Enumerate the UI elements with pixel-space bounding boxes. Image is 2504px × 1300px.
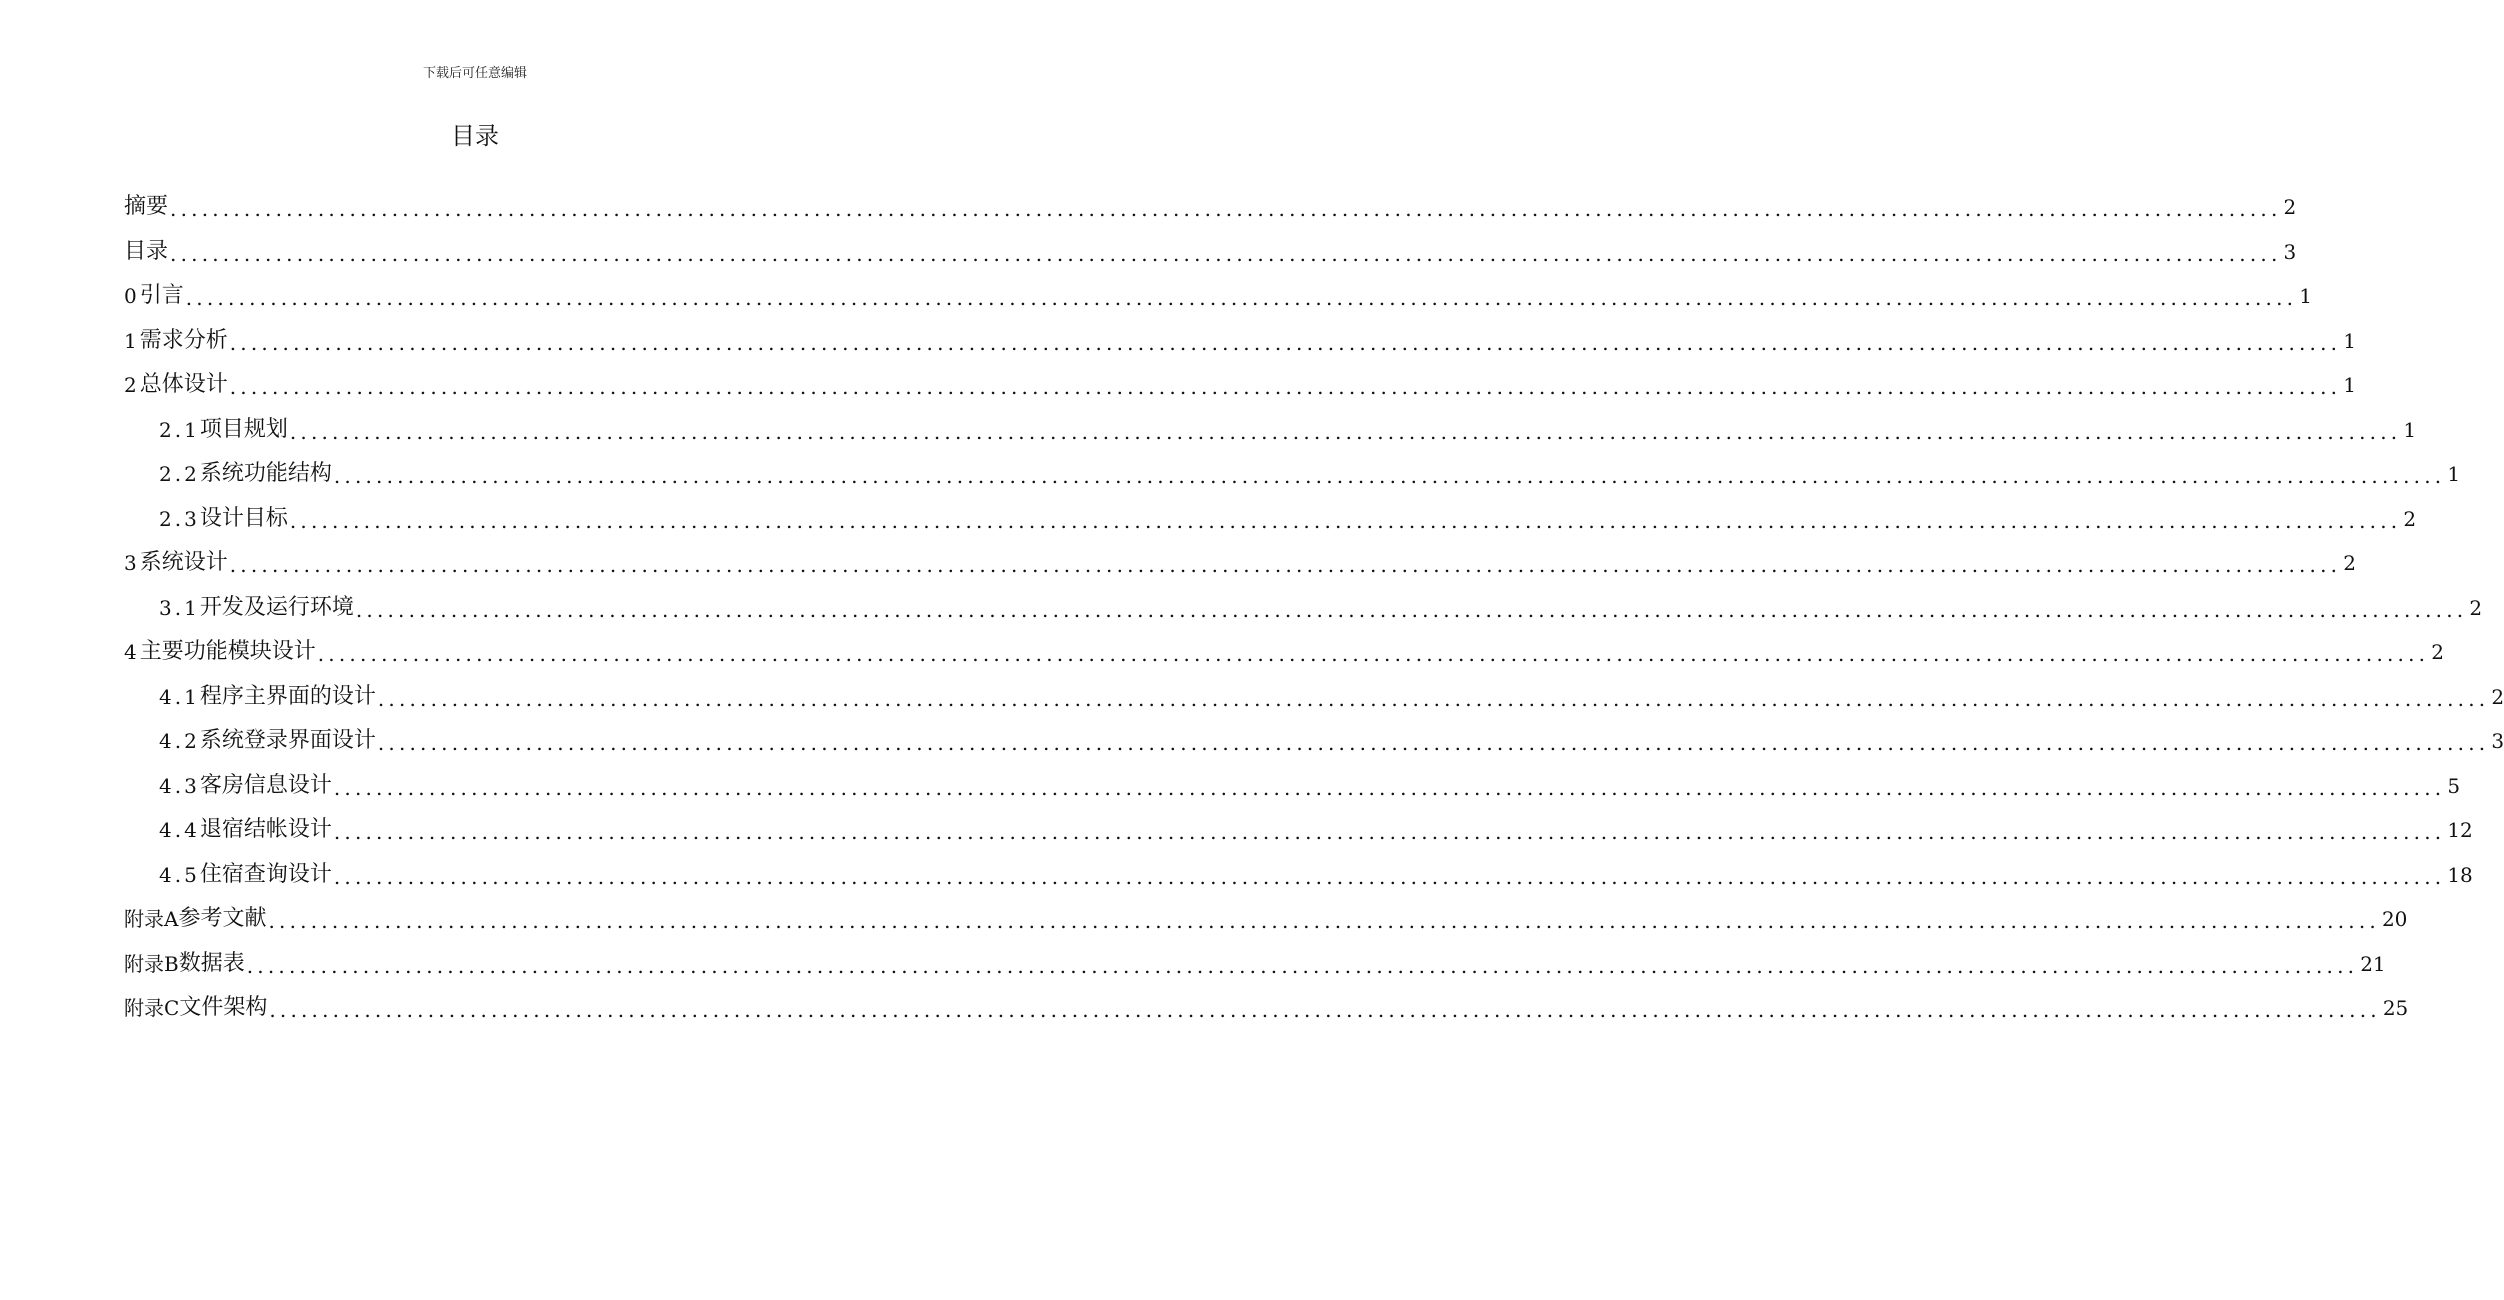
toc-entry[interactable] bbox=[124, 942, 2386, 987]
toc-entry-label: 参考文献 bbox=[178, 906, 267, 932]
toc-entry-page: 2 bbox=[2491, 684, 2504, 709]
toc-entry-page: 5 bbox=[2447, 773, 2461, 798]
dot-leader: ........................................................................................................................................................................................................ bbox=[333, 775, 2446, 800]
toc-entry-label: 设计目标 bbox=[199, 505, 288, 531]
toc-entry-label: 主要功能模块设计 bbox=[139, 639, 316, 665]
toc-entry-number: 2 bbox=[124, 373, 140, 398]
toc-entry[interactable] bbox=[124, 497, 2417, 542]
toc-entry-label: 引言 bbox=[139, 283, 184, 309]
toc-entry-page: 1 bbox=[2299, 284, 2312, 309]
toc-entry-page: 20 bbox=[2381, 907, 2408, 932]
toc-entry-number: 附录A bbox=[124, 907, 179, 932]
dot-leader: ........................................................................................................................................................................................................ bbox=[229, 330, 2342, 355]
toc-entry[interactable] bbox=[124, 897, 2408, 942]
toc-entry-number: 2.1 bbox=[159, 417, 200, 442]
toc-entry-label: 系统设计 bbox=[139, 550, 228, 576]
toc-entry[interactable] bbox=[124, 675, 2504, 720]
toc-entry-number: 4.3 bbox=[159, 773, 200, 798]
toc-entry[interactable] bbox=[124, 719, 2504, 764]
toc-entry-number: 4.1 bbox=[159, 684, 200, 709]
toc-entry-label: 住宿查询设计 bbox=[199, 861, 332, 887]
toc-entry-label: 数据表 bbox=[178, 950, 245, 976]
toc-entry-label: 程序主界面的设计 bbox=[199, 683, 376, 709]
dot-leader: ........................................................................................................................................................................................................ bbox=[170, 197, 2282, 222]
toc-entry[interactable] bbox=[124, 630, 2444, 675]
dot-leader: ........................................................................................................................................................................................................ bbox=[229, 375, 2342, 400]
toc-entry-page: 1 bbox=[2403, 417, 2417, 442]
table-of-contents bbox=[124, 185, 2504, 1031]
toc-entry-number: 附录B bbox=[124, 951, 179, 976]
toc-entry[interactable] bbox=[124, 986, 2409, 1031]
dot-leader: ........................................................................................................................................................................................................ bbox=[268, 909, 2380, 934]
dot-leader: ........................................................................................................................................................................................................ bbox=[289, 419, 2402, 444]
toc-entry-label: 退宿结帐设计 bbox=[199, 817, 332, 843]
toc-entry-page: 1 bbox=[2343, 373, 2356, 398]
toc-entry-number: 4.2 bbox=[159, 729, 200, 754]
toc-entry[interactable] bbox=[124, 230, 2297, 275]
toc-entry-label: 开发及运行环境 bbox=[199, 594, 354, 620]
toc-entry-number: 4.5 bbox=[159, 862, 200, 887]
dot-leader: ........................................................................................................................................................................................................ bbox=[229, 553, 2342, 578]
toc-entry-number: 附录C bbox=[124, 996, 180, 1021]
toc-entry-label: 文件架构 bbox=[179, 995, 268, 1021]
toc-entry-label: 目录 bbox=[124, 238, 169, 264]
toc-entry-label: 系统登录界面设计 bbox=[199, 728, 376, 754]
toc-entry-number: 3.1 bbox=[159, 595, 200, 620]
dot-leader: ........................................................................................................................................................................................................ bbox=[170, 241, 2282, 266]
toc-entry[interactable] bbox=[124, 452, 2461, 497]
toc-entry-label: 摘要 bbox=[124, 194, 169, 220]
toc-entry-label: 总体设计 bbox=[139, 372, 228, 398]
toc-entry-number: 4 bbox=[124, 640, 140, 665]
toc-entry-page: 1 bbox=[2447, 462, 2461, 487]
toc-entry[interactable] bbox=[124, 586, 2483, 631]
toc-entry[interactable] bbox=[124, 808, 2473, 853]
toc-entry-page: 1 bbox=[2343, 328, 2356, 353]
toc-entry[interactable] bbox=[124, 853, 2473, 898]
dot-leader: ........................................................................................................................................................................................................ bbox=[185, 286, 2298, 311]
dot-leader: ........................................................................................................................................................................................................ bbox=[289, 508, 2402, 533]
toc-entry-number: 2.3 bbox=[159, 506, 200, 531]
toc-entry-label: 客房信息设计 bbox=[199, 772, 332, 798]
dot-leader: ........................................................................................................................................................................................................ bbox=[333, 864, 2446, 889]
dot-leader: ........................................................................................................................................................................................................ bbox=[269, 998, 2381, 1023]
toc-entry-number: 3 bbox=[124, 551, 140, 576]
toc-entry-page: 25 bbox=[2382, 996, 2409, 1021]
toc-entry-number: 0 bbox=[124, 284, 140, 309]
dot-leader: ........................................................................................................................................................................................................ bbox=[355, 597, 2468, 622]
dot-leader: ........................................................................................................................................................................................................ bbox=[333, 820, 2446, 845]
header-note: 下载后可任意编辑 bbox=[422, 66, 527, 81]
toc-entry-page: 3 bbox=[2283, 239, 2297, 264]
toc-entry-page: 2 bbox=[2469, 595, 2483, 620]
toc-entry-page: 2 bbox=[2343, 551, 2356, 576]
page-title: 目录 bbox=[451, 122, 499, 150]
toc-entry[interactable] bbox=[124, 185, 2297, 230]
toc-entry[interactable] bbox=[124, 408, 2417, 453]
toc-entry-page: 3 bbox=[2491, 729, 2504, 754]
toc-entry-page: 2 bbox=[2431, 640, 2444, 665]
toc-entry-label: 系统功能结构 bbox=[199, 461, 332, 487]
toc-entry-number: 1 bbox=[124, 328, 140, 353]
dot-leader: ........................................................................................................................................................................................................ bbox=[377, 686, 2490, 711]
toc-entry-page: 2 bbox=[2403, 506, 2417, 531]
toc-entry-page: 21 bbox=[2360, 951, 2386, 976]
toc-entry-number: 2.2 bbox=[159, 462, 200, 487]
dot-leader: ........................................................................................................................................................................................................ bbox=[246, 953, 2359, 978]
toc-entry[interactable] bbox=[124, 541, 2356, 586]
toc-entry[interactable] bbox=[124, 363, 2356, 408]
toc-entry-page: 18 bbox=[2447, 862, 2473, 887]
toc-entry-label: 需求分析 bbox=[139, 327, 228, 353]
toc-entry-page: 2 bbox=[2283, 195, 2297, 220]
toc-entry-number: 4.4 bbox=[159, 818, 200, 843]
dot-leader: ........................................................................................................................................................................................................ bbox=[317, 642, 2430, 667]
toc-entry-label: 项目规划 bbox=[199, 416, 288, 442]
dot-leader: ........................................................................................................................................................................................................ bbox=[333, 464, 2446, 489]
toc-entry[interactable] bbox=[124, 764, 2461, 809]
dot-leader: ........................................................................................................................................................................................................ bbox=[377, 731, 2490, 756]
toc-entry[interactable] bbox=[124, 274, 2312, 319]
toc-entry[interactable] bbox=[124, 319, 2356, 364]
toc-entry-page: 12 bbox=[2447, 818, 2473, 843]
